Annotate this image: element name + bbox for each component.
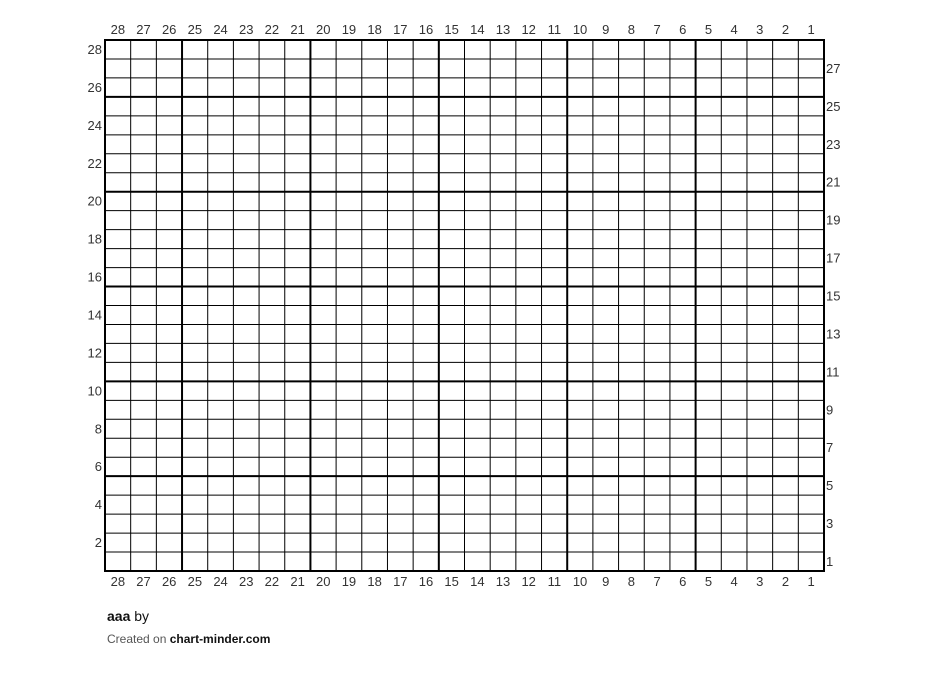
column-label-top: 25 — [187, 22, 203, 37]
column-label-top: 20 — [316, 22, 331, 37]
column-label-bottom: 7 — [653, 574, 661, 589]
column-label-top: 15 — [444, 22, 459, 37]
column-label-bottom: 15 — [444, 574, 459, 589]
row-label-right: 13 — [826, 326, 841, 342]
created-on-line — [107, 632, 270, 646]
row-label-left: 6 — [94, 459, 102, 475]
row-label-left: 10 — [87, 383, 102, 399]
row-label-right: 5 — [826, 478, 834, 494]
column-label-top: 12 — [521, 22, 536, 37]
column-label-top: 7 — [653, 22, 661, 37]
row-label-left: 20 — [87, 193, 102, 209]
row-label-right: 17 — [826, 250, 841, 266]
column-label-bottom: 18 — [367, 574, 382, 589]
row-label-right: 25 — [826, 98, 841, 114]
row-label-right: 11 — [826, 364, 840, 380]
column-label-bottom: 6 — [679, 574, 687, 589]
column-label-top: 6 — [679, 22, 687, 37]
row-label-right: 9 — [826, 402, 834, 418]
column-label-bottom: 19 — [341, 574, 357, 589]
created-on-label: Created on — [107, 632, 167, 646]
row-label-right: 23 — [826, 136, 841, 152]
row-label-left: 28 — [87, 41, 102, 57]
column-label-bottom: 11 — [547, 574, 562, 589]
column-label-bottom: 24 — [213, 574, 228, 589]
column-label-bottom: 5 — [704, 574, 713, 589]
column-label-bottom: 23 — [238, 574, 254, 589]
column-label-bottom: 10 — [572, 574, 588, 589]
column-label-bottom: 22 — [264, 574, 280, 589]
column-label-top: 3 — [756, 22, 764, 37]
row-label-right: 21 — [826, 174, 841, 190]
column-label-bottom: 26 — [161, 574, 177, 589]
column-label-top: 11 — [547, 22, 562, 37]
row-label-left: 8 — [94, 421, 102, 437]
column-label-top: 22 — [264, 22, 280, 37]
column-label-bottom: 28 — [110, 574, 126, 589]
column-label-top: 19 — [341, 22, 357, 37]
column-label-top: 21 — [290, 22, 305, 37]
column-label-top: 2 — [781, 22, 790, 37]
column-label-bottom: 1 — [807, 574, 815, 589]
column-label-bottom: 21 — [290, 574, 305, 589]
row-label-left: 24 — [87, 117, 102, 133]
column-label-bottom: 12 — [521, 574, 536, 589]
chart-footer — [107, 608, 270, 646]
chart-title: aaa — [107, 608, 131, 624]
column-label-bottom: 8 — [627, 574, 636, 589]
column-label-top: 4 — [730, 22, 738, 37]
row-label-left: 14 — [87, 307, 102, 323]
column-label-top: 14 — [470, 22, 485, 37]
column-label-top: 13 — [495, 22, 511, 37]
row-label-right: 19 — [826, 212, 841, 228]
column-label-bottom: 25 — [187, 574, 203, 589]
column-label-bottom: 3 — [756, 574, 764, 589]
column-label-bottom: 20 — [316, 574, 331, 589]
column-label-bottom: 9 — [602, 574, 610, 589]
column-label-top: 9 — [602, 22, 610, 37]
column-label-top: 24 — [213, 22, 228, 37]
column-label-bottom: 16 — [418, 574, 434, 589]
row-label-right: 15 — [826, 288, 841, 304]
row-label-left: 16 — [87, 269, 102, 285]
row-label-right: 27 — [826, 60, 841, 76]
column-label-bottom: 27 — [136, 574, 151, 589]
row-label-left: 26 — [87, 79, 102, 95]
column-label-top: 5 — [704, 22, 713, 37]
row-label-left: 2 — [94, 535, 102, 551]
column-label-top: 18 — [367, 22, 382, 37]
chart-by-label: by — [134, 608, 150, 624]
column-label-top: 27 — [136, 22, 151, 37]
row-label-right: 1 — [826, 554, 834, 570]
column-label-top: 16 — [418, 22, 434, 37]
column-label-top: 8 — [627, 22, 636, 37]
column-label-bottom: 14 — [470, 574, 485, 589]
column-label-top: 23 — [238, 22, 254, 37]
row-label-right: 7 — [826, 440, 834, 456]
column-label-top: 10 — [572, 22, 588, 37]
row-label-left: 4 — [94, 497, 102, 513]
column-label-top: 26 — [161, 22, 177, 37]
site-link[interactable]: chart-minder.com — [169, 632, 271, 646]
column-label-top: 17 — [393, 22, 408, 37]
column-label-bottom: 2 — [781, 574, 790, 589]
row-label-left: 22 — [87, 155, 102, 171]
row-label-left: 12 — [87, 345, 102, 361]
row-label-right: 3 — [826, 516, 834, 532]
column-label-bottom: 13 — [495, 574, 511, 589]
column-label-bottom: 17 — [393, 574, 408, 589]
chart-title-line — [107, 608, 270, 624]
column-label-bottom: 4 — [730, 574, 738, 589]
column-label-top: 1 — [807, 22, 815, 37]
row-label-left: 18 — [87, 231, 102, 247]
column-label-top: 28 — [110, 22, 126, 37]
